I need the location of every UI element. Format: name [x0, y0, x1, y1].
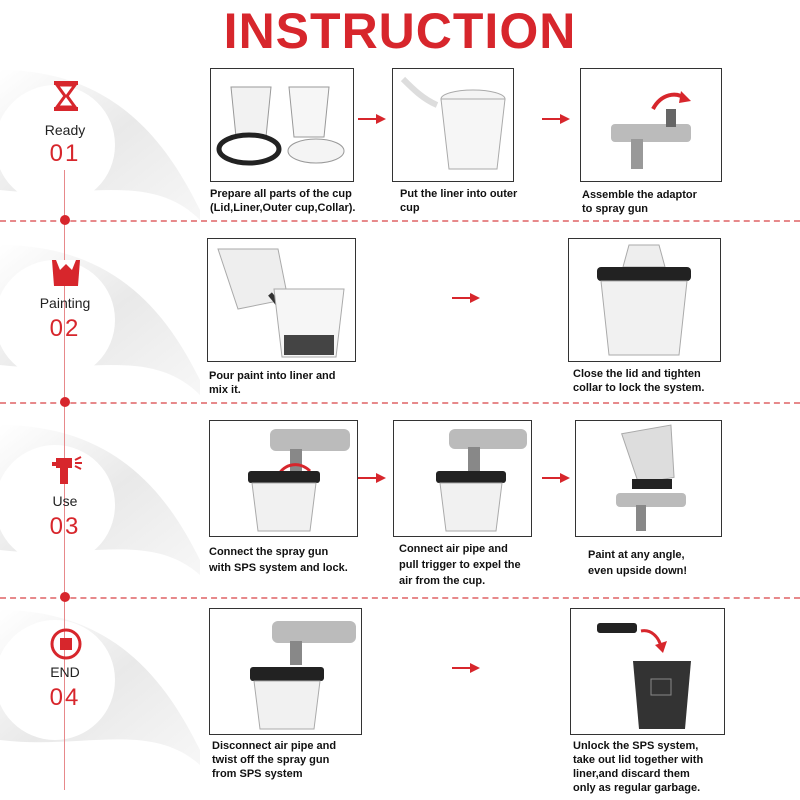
caption-expel-air: Connect air pipe and pull trigger to expel the air from the cup. [399, 543, 521, 587]
arrow-right-icon [452, 662, 480, 674]
arrow-right-icon [358, 113, 386, 125]
arrow-right-icon [452, 292, 480, 304]
caption-discard: Unlock the SPS system, take out lid together with liner,and discard them only as regular garbage. [573, 740, 704, 794]
caption-disconnect: Disconnect air pipe and twist off the spray gun from SPS system [212, 740, 337, 780]
paint-cup-icon [48, 254, 84, 290]
row-separator [0, 402, 800, 404]
photo-close-lid [568, 238, 721, 362]
photo-disconnect-gun [209, 608, 362, 735]
step-number-03: 03 [49, 513, 81, 540]
spray-gun-icon [48, 454, 84, 490]
timeline-dot [60, 215, 70, 225]
photo-paint-upside-down [575, 420, 722, 537]
step-label-end: END [50, 664, 80, 680]
stop-icon [48, 626, 84, 662]
timeline-dot [60, 592, 70, 602]
step-label-painting: Painting [39, 295, 91, 311]
caption-pour-paint: Pour paint into liner and mix it. [209, 370, 336, 396]
photo-adaptor-gun [580, 68, 722, 182]
caption-connect-gun: Connect the spray gun with SPS system and lock. [209, 546, 348, 574]
arrow-right-icon [358, 472, 386, 484]
caption-any-angle: Paint at any angle, even upside down! [588, 549, 688, 577]
hourglass-icon [48, 78, 84, 114]
photo-cup-parts [210, 68, 354, 182]
caption-close-lid: Close the lid and tighten collar to lock the system. [573, 368, 705, 394]
step-number-04: 04 [49, 684, 81, 711]
caption-put-liner: Put the liner into outer cup [400, 188, 518, 214]
arrow-right-icon [542, 472, 570, 484]
step-label-use: Use [52, 493, 78, 509]
row-separator [0, 597, 800, 599]
arrow-right-icon [542, 113, 570, 125]
step-number-02: 02 [49, 315, 81, 342]
photo-pour-paint [207, 238, 356, 362]
photo-connect-gun [209, 420, 358, 537]
row-separator [0, 220, 800, 222]
caption-assemble-adaptor: Assemble the adaptor to spray gun [582, 189, 697, 215]
photo-liner-into-cup [392, 68, 514, 182]
step-label-ready: Ready [44, 122, 86, 138]
photo-discard-garbage [570, 608, 725, 735]
left-decoration [0, 0, 200, 800]
step-number-01: 01 [49, 140, 81, 167]
caption-prepare-parts: Prepare all parts of the cup (Lid,Liner,Outer cup,Collar). [210, 188, 356, 214]
page-title: INSTRUCTION [223, 3, 577, 59]
timeline-dot [60, 397, 70, 407]
photo-expel-air [393, 420, 532, 537]
